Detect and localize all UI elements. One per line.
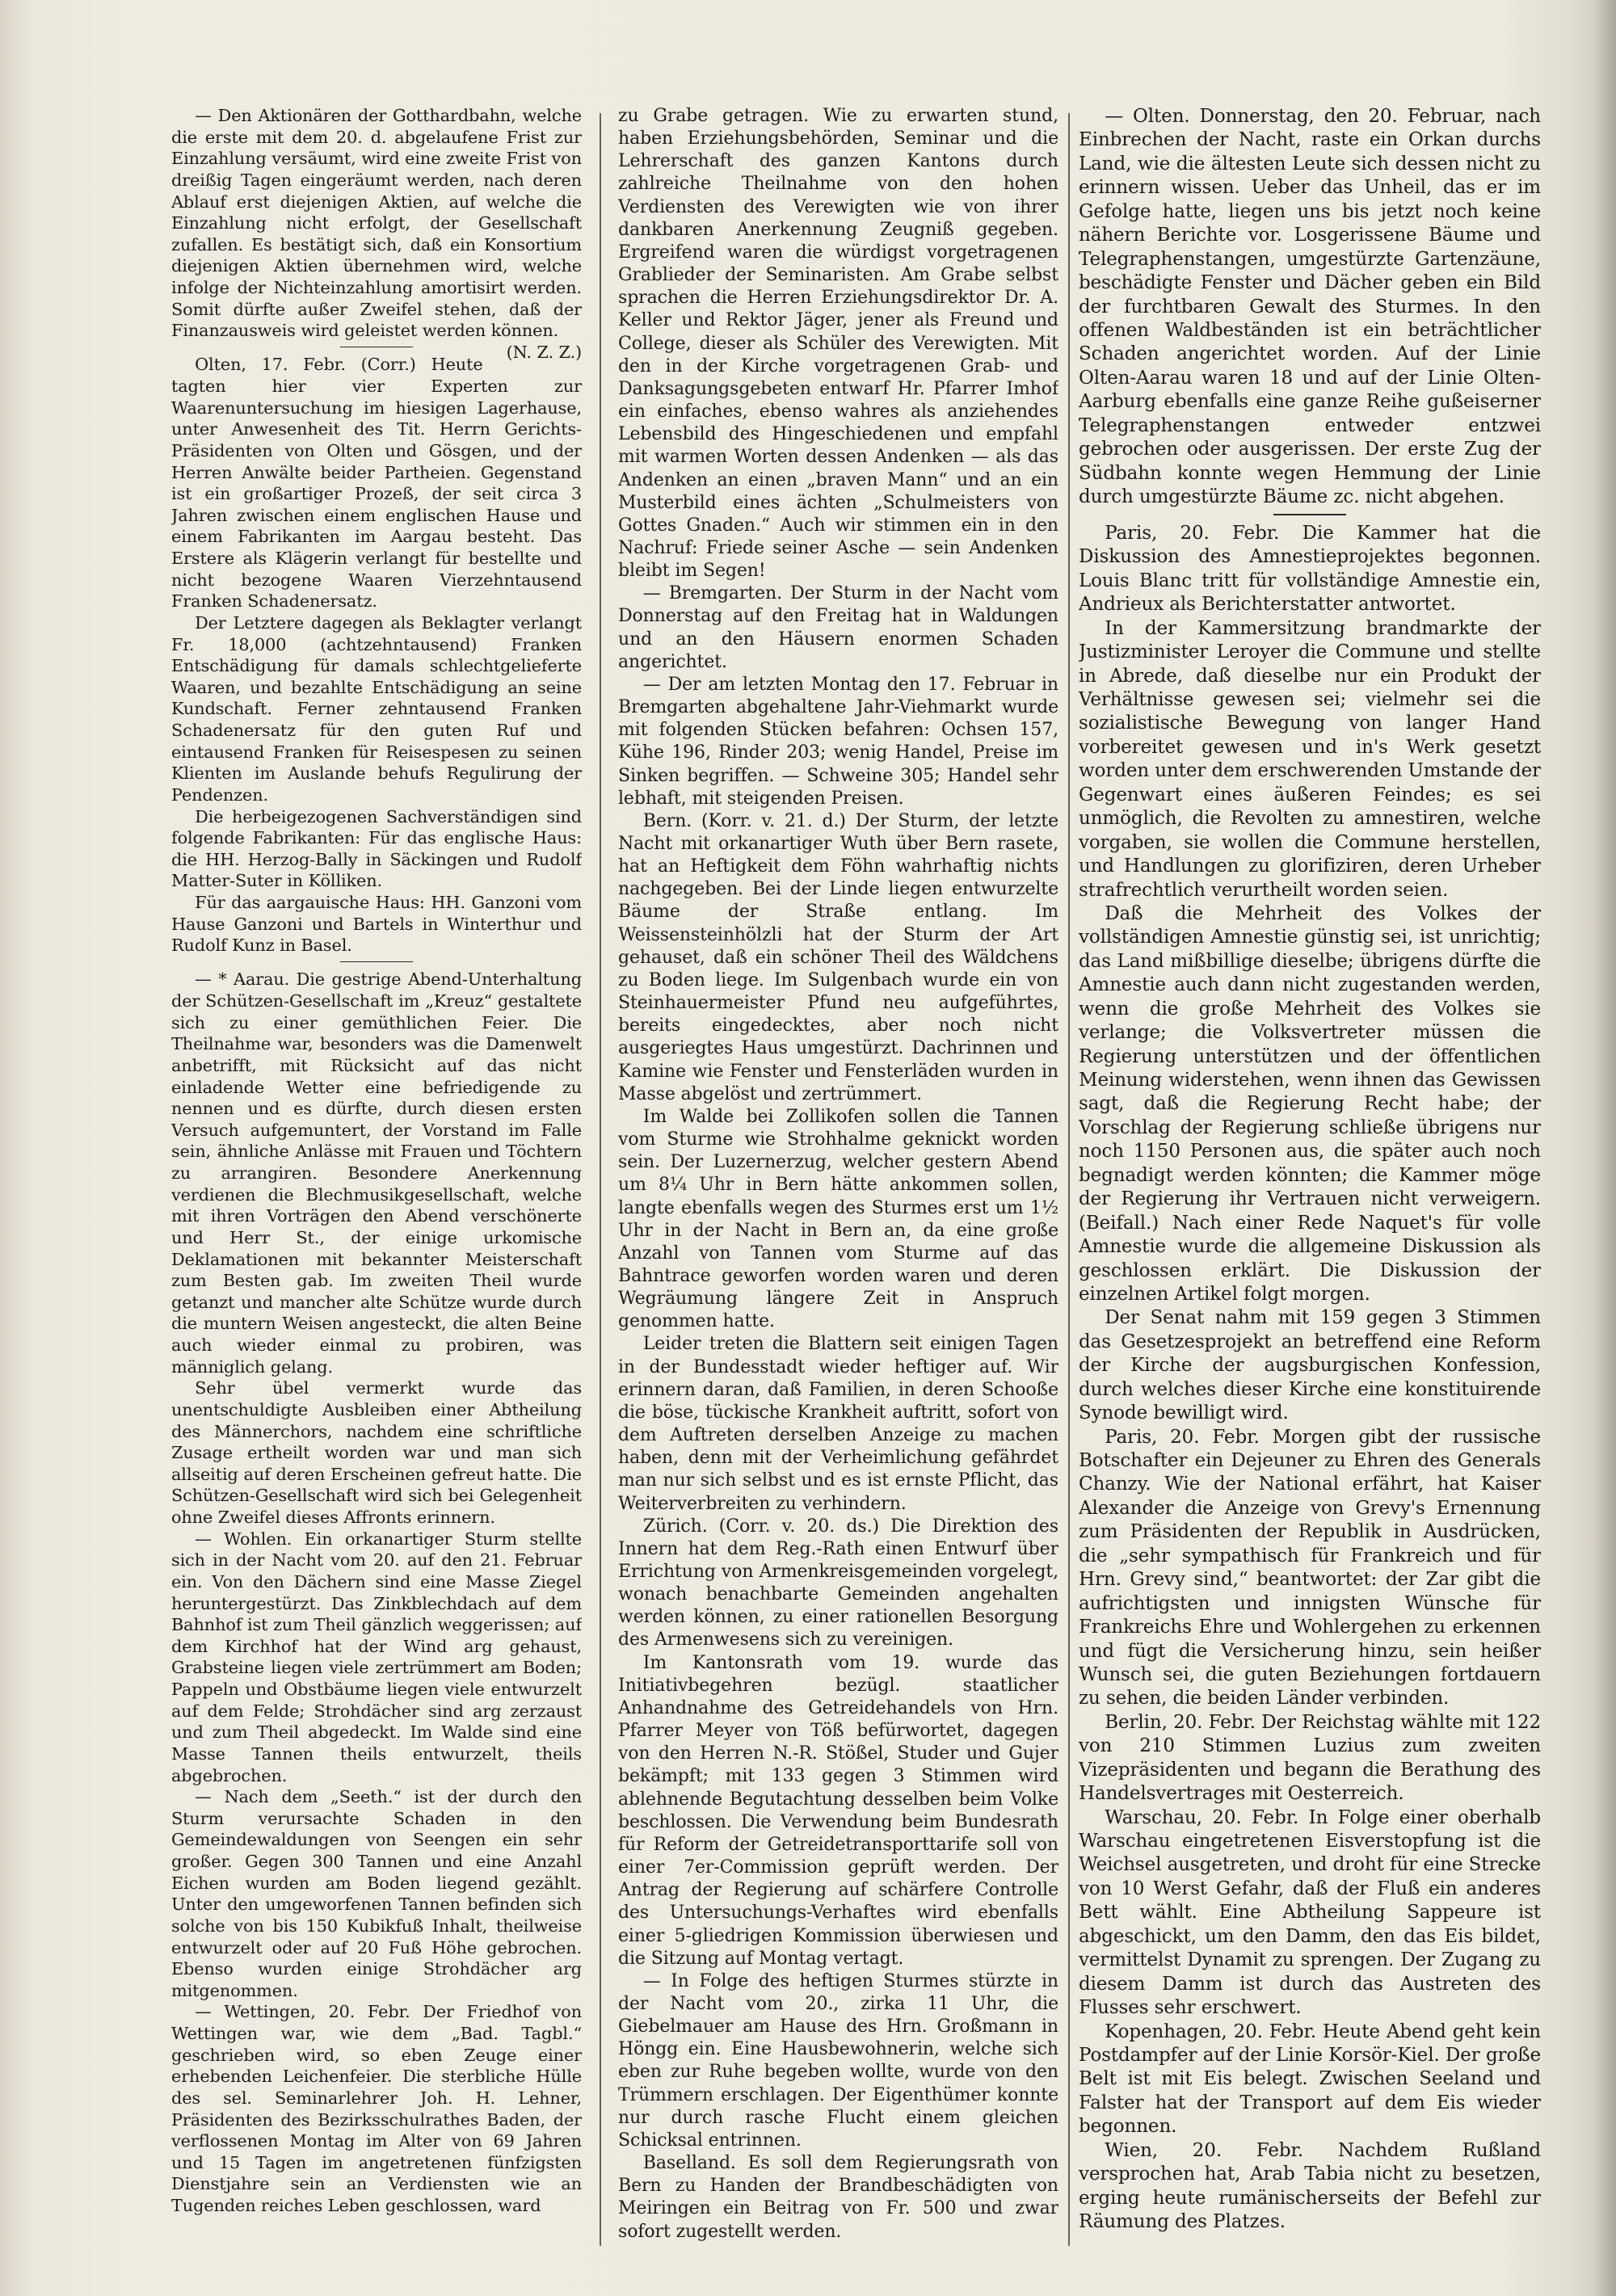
article-separator [340,961,413,963]
article-paragraph [618,674,1058,810]
article-text: Leider treten die Blattern seit einigen Tagen in der Bundesstadt wieder heftiger auf. Wir erinnern daran, daß Familien, in deren Schooße die böse, tückische Krankheit auftritt, sofort von dem Auftreten derselben Anzeige zu machen haben, denn mit der Verheimlichung gefährdet man nur sich selbst und es ist ernste Pflicht, das Weiterverbreiten zu verhindern. [618,1334,1058,1514]
article-text: Kopenhagen, 20. Febr. Heute Abend geht kein Postdampfer auf der Linie Korsör-Kiel. Der große Belt ist mit Eis belegt. Zwischen Seeland und Falster hat der Transport auf dem Eis wieder begonnen. [1079,2021,1541,2138]
article-text: — Olten. Donnerstag, den 20. Februar, nach Einbrechen der Nacht, raste ein Orkan durchs Land, wie die ältesten Leute sich dessen nicht zu erinnern wissen. Ueber das Unheil, das er im Gefolge hatte, liegen uns bis jetzt noch keine nähern Berichte vor. Losgerissene Bäume und Telegraphenstangen, umgestürzte Gartenzäune, beschädigte Fenster und Dächer geben ein Bild der furchtbaren Gewalt des Sturmes. In den offenen Waldbeständen ist ein beträchtlicher Schaden angerichtet worden. Auf der Linie Olten-Aarau waren 18 und auf der Linie Olten-Aarburg ebenfalls eine ganze Reihe gußeiserner Telegraphenstangen entweder entzwei gebrochen oder ausgerissen. Der erste Zug der Südbahn konnte wegen Hemmung der Linie durch umgestürzte Bäume zc. nicht abgehen. [1079,106,1541,507]
article-text: Paris, 20. Febr. Morgen gibt der russische Botschafter ein Dejeuner zu Ehren des Generals Chanzy. Wie der National erfährt, hat Kaiser Alexander die Anzeige von Grevy's Ernennung zum Präsidenten der Republik in Ausdrücken, die „sehr sympathisch für Frankreich und für Hrn. Grevy sind,“ beantwortet: der Zar gibt die aufrichtigsten und innigsten Wünsche für Frankreichs Ehre und Wohlergehen zu erkennen und fügt die Versicherung hinzu, sein heißer Wunsch sei, die guten Beziehungen fortdauern zu sehen, die beiden Länder verbinden. [1079,1426,1541,1709]
article-paragraph [618,1516,1058,1652]
article-paragraph [171,1786,582,2001]
article-text: Bern. (Korr. v. 21. d.) Der Sturm, der letzte Nacht mit orkanartiger Wuth über Bern rasete, hat an Heftigkeit dem Föhn wahrhaftig nichts nachgegeben. Bei der Linde liegen entwurzelte Bäume der Straße entlang. Im Weissensteinhölzli hat der Sturm der Art gehauset, daß ein schöner Theil des Wäldchens zu Boden liege. Im Sulgenbach wurde ein von Steinhauermeister Pfund neu aufgeführtes, bereits eingedecktes, aber noch nicht ausgeriegtes Haus umgestürzt. Dachrinnen und Kamine wie Fenster und Fensterläden wurden in Masse abgelöst und zertrümmert. [618,810,1058,1104]
article-text: — Bremgarten. Der Sturm in der Nacht vom Donnerstag auf den Freitag hat in Waldungen und an den Häusern enormen Schaden angerichtet. [618,583,1058,672]
column-3 [1079,105,1541,2246]
article-paragraph [1079,617,1541,902]
article-text: — Nach dem „Seeth.“ ist der durch den Sturm verursachte Schaden in den Gemeindewaldungen von Seengen ein sehr großer. Gegen 300 Tannen und eine Anzahl Eichen wurden am Boden liegend gezählt. Unter den umgeworfenen Tannen befinden sich solche von bis 150 Kubikfuß Inhalt, theilweise entwurzelt oder auf 20 Fuß Höhe gebrochen. Ebenso wurden einige Strohdächer arg mitgenommen. [171,1787,582,2000]
article-paragraph [618,582,1058,674]
article-text: Für das aargauische Haus: HH. Ganzoni vom Hause Ganzoni und Bartels in Winterthur und Rudolf Kunz in Basel. [171,893,582,956]
article-paragraph [618,1652,1058,1970]
article-paragraph [1079,105,1541,509]
article-text: — Den Aktionären der Gotthardbahn, welche die erste mit dem 20. d. abgelaufene Frist zur Einzahlung versäumt, wird eine zweite Frist von dreißig Tagen eingeräumt werden, nach deren Ablauf erst diejenigen Aktien, auf welche die Einzahlung nicht erfolgt, der Gesellschaft zufallen. Es bestätigt sich, daß ein Konsortium diejenigen Aktien übernehmen wird, welche infolge der Nichteinzahlung amortisirt werden. Somit dürfte außer Zweifel stehen, daß der Finanzausweis wird geleistet werden können. [171,106,582,341]
article-text: Baselland. Es soll dem Regierungsrath von Bern zu Handen der Brandbeschädigten von Meiringen ein Beitrag von Fr. 500 und zwar sofort zugestellt werden. [618,2153,1058,2242]
article-text: — * Aarau. Die gestrige Abend-Unterhaltung der Schützen-Gesellschaft im „Kreuz“ gestaltete sich zu einer gemüthlichen Feier. Die Theilnahme war, besonders was die Damenwelt anbetrifft, mit Rücksicht auf das nicht einladende Wetter eine befriedigende zu nennen und es dürfte, durch diesen ersten Versuch aufgemuntert, der Vorstand im Falle sein, ähnliche Anlässe mit Frauen und Töchtern zu arrangiren. Besondere Anerkennung verdienen die Blechmusikgesellschaft, welche mit ihren Vorträgen den Abend verschönerte und Herr St., der einige urkomische Deklamationen mit bekannter Meisterschaft zum Besten gab. Im zweiten Theil wurde getanzt und mancher alte Schütze wurde durch die muntern Weisen angesteckt, die alten Beine auch wieder einmal zu probiren, was männiglich gelang. [171,969,582,1377]
article-separator [1273,514,1346,515]
article-text: zu Grabe getragen. Wie zu erwarten stund, haben Erziehungsbehörden, Seminar und die Lehrerschaft des ganzen Kantons durch zahlreiche Theilnahme von den hohen Verdiensten des Verewigten wie von ihrer dankbaren Anerkennung Zeugniß gegeben. Ergreifend waren die würdigst vorgetragenen Grablieder der Seminaristen. Am Grabe selbst sprachen die Herren Erziehungsdirektor Dr. A. Keller und Rektor Jäger, jener als Freund und College, dieser als Schüler des Verewigten. Mit den in der Kirche vorgetragenen Grab- und Danksagungsgebeten entwarf Hr. Pfarrer Imhof ein einfaches, ebenso wahres als anziehendes Lebensbild des Hingeschiedenen und empfahl mit warmen Worten dessen Andenken — als das Andenken an einen „braven Mann“ und an ein Musterbild eines ächten „Schulmeisters von Gottes Gnaden.“ Auch wir stimmen ein in den Nachruf: Friede seiner Asche — sein Andenken bleibt im Segen! [618,106,1058,582]
article-paragraph [618,1970,1058,2152]
article-paragraph [171,969,582,1377]
article-paragraph [618,1333,1058,1515]
article-separator [340,347,413,348]
article-paragraph [1079,1806,1541,2021]
article-paragraph [1079,1711,1541,1806]
article-text: Der Senat nahm mit 159 gegen 3 Stimmen das Gesetzesprojekt an betreffend eine Reform der Kirche der augsburgischen Konfession, durch welches dieser Kirche eine konstituirende Synode bewilligt wird. [1079,1307,1541,1424]
article-text: In der Kammersitzung brandmarkte der Justizminister Leroyer die Commune und stellte in Abrede, daß dieselbe nur ein Produkt der Verhältnisse gewesen sei; vielmehr sei die sozialistische Bewegung von langer Hand vorbereitet gewesen und in's Werk gesetzt worden unter dem erschwerenden Umstande der Gegenwart eines äußeren Feindes; es sei unmöglich, die Revolten zu amnestiren, welche vorgaben, sie wollen die Commune herstellen, und Handlungen zu glorifiziren, deren Urheber strafrechtlich verurtheilt worden seien. [1079,617,1541,901]
column-rule-2 [1068,113,1070,2246]
article-text: — Wettingen, 20. Febr. Der Friedhof von Wettingen war, wie dem „Bad. Tagbl.“ geschrieben wird, so eben Zeuge einer erhebenden Leichenfeier. Die sterbliche Hülle des sel. Seminarlehrer Joh. H. Lehner, Präsidenten des Bezirksschulrathes Baden, der verflossenen Montag im Alter von 69 Jahren und 15 Tagen im angetretenen fünfzigsten Dienstjahre sein an Verdiensten wie an Tugenden reiches Leben geschlossen, ward [171,2002,582,2215]
article-text: Im Walde bei Zollikofen sollen die Tannen vom Sturme wie Strohhalme geknickt worden sein. Der Luzernerzug, welcher gestern Abend um 8¼ Uhr in Bern hätte ankommen sollen, langte ebenfalls wegen des Sturmes erst um 1½ Uhr in der Nacht in Bern an, da eine große Anzahl von Tannen vom Sturme auf das Bahntrace geworfen worden waren und deren Wegräumung längere Zeit in Anspruch genommen hatte. [618,1106,1058,1332]
article-paragraph [171,892,582,957]
article-paragraph [1079,1306,1541,1425]
article-text: — Der am letzten Montag den 17. Februar in Bremgarten abgehaltene Jahr-Viehmarkt wurde mit folgenden Stücken befahren: Ochsen 157, Kühe 196, Rinder 203; wenig Handel, Preise im Sinken begriffen. — Schweine 305; Handel sehr lebhaft, mit steigenden Preisen. [618,674,1058,809]
article-paragraph [1079,2021,1541,2139]
column-1 [171,105,582,2246]
article-paragraph [171,1377,582,1528]
article-source-signature: (N. Z. Z.) [506,342,582,362]
article-text: Im Kantonsrath vom 19. wurde das Initiativbegehren bezügl. staatlicher Anhandnahme des Getreidehandels von Hrn. Pfarrer Meyer von Töß befürwortet, dagegen von den Herren N.-R. Stößel, Studer und Gujer bekämpft; mit 133 gegen 3 Stimmen wird ablehnende Begutachtung desselben beim Volke beschlossen. Die Verwendung beim Bundesrath für Reform der Getreidetransporttarife soll von einer 7er-Commission geprüft werden. Der Antrag der Regierung auf schärfere Controlle des Untersuchungs-Verhaftes wird ebenfalls einer 5-gliedrigen Kommission überwiesen und die Sitzung auf Montag vertagt. [618,1652,1058,1969]
article-paragraph [1079,902,1541,1306]
article-paragraph [1079,522,1541,617]
article-text: Sehr übel vermerkt wurde das unentschuldigte Ausbleiben einer Abtheilung des Männerchors, nachdem eine schriftliche Zusage ertheilt worden war und man sich allseitig auf deren Erscheinen gefreut hatte. Die Schützen-Gesellschaft wird sich bei Gelegenheit ohne Zweifel dieses Affronts erinnern. [171,1378,582,1527]
article-paragraph [618,810,1058,1106]
article-text: Berlin, 20. Febr. Der Reichstag wählte mit 122 von 210 Stimmen Luzius zum zweiten Vizepräsidenten und begann die Berathung des Handelsvertrages mit Oesterreich. [1079,1711,1541,1805]
article-text: Der Letztere dagegen als Beklagter verlangt Fr. 18,000 (achtzehntausend) Franken Entschädigung für damals schlechtgelieferte Waaren, und bezahlte Entschädigung an seine Kundschaft. Ferner zehntausend Franken Schadenersatz für den guten Ruf und eintausend Franken für Reisespesen zu seinen Klienten im Auslande behufs Regulirung der Pendenzen. [171,612,582,805]
page-edge-shadow [1592,0,1616,2296]
article-paragraph [171,2001,582,2216]
article-paragraph [171,1529,582,1787]
article-paragraph [171,612,582,806]
article-paragraph [171,105,582,362]
article-paragraph [618,1106,1058,1334]
article-text: Paris, 20. Febr. Die Kammer hat die Diskussion des Amnestieprojektes begonnen. Louis Blanc tritt für vollständige Amnestie ein, Andrieux als Berichterstatter antwortet. [1079,522,1541,616]
article-paragraph [1079,2139,1541,2235]
article-paragraph [618,105,1058,582]
article-paragraph [1079,1426,1541,1711]
article-text: — In Folge des heftigen Sturmes stürzte in der Nacht vom 20., zirka 11 Uhr, die Giebelmauer am Hause des Hrn. Großmann in Höngg ein. Eine Hausbewohnerin, welche sich eben zur Ruhe begeben wollte, wurde von den Trümmern erschlagen. Der Eigenthümer konnte nur durch rasche Flucht einem gleichen Schicksal entrinnen. [618,1970,1058,2151]
article-paragraph [618,2152,1058,2243]
article-paragraph [171,354,582,612]
column-2 [618,105,1058,2246]
column-rule-1 [600,113,601,2246]
article-text: Olten, 17. Febr. (Corr.) Heute tagten hier vier Experten zur Waarenuntersuchung im hiesigen Lagerhause, unter Anwesenheit des Tit. Herrn Gerichts-Präsidenten von Olten und Gösgen, und der Herren Anwälte beider Partheien. Gegenstand ist ein großartiger Prozeß, der seit circa 3 Jahren zwischen einem englischen Hause und einem Fabrikanten im Aargau besteht. Das Erstere als Klägerin verlangt für bestellte und nicht bezogene Waaren Vierzehntausend Franken Schadenersatz. [171,355,582,612]
article-text: Wien, 20. Febr. Nachdem Rußland versprochen hat, Arab Tabia nicht zu besetzen, erging heute rumänischerseits der Befehl zur Räumung des Platzes. [1079,2139,1541,2232]
article-text: Daß die Mehrheit des Volkes der vollständigen Amnestie günstig sei, ist unrichtig; das Land mißbillige dieselbe; übrigens dürfte die Amnestie auch dann nicht zugestanden werden, wenn die große Mehrheit des Volkes sie verlange; die Volksvertreter müssen die Regierung unterstützen und der öffentlichen Meinung widerstehen, wenn ihnen das Gewissen sagt, daß die Regierung Recht habe; der Vorschlag der Regierung schließe übrigens nur noch 1150 Personen aus, die später auch noch begnadigt werden könnten; die Kammer möge der Regierung ihr Vertrauen nicht verweigern. (Beifall.) Nach einer Rede Naquet's für volle Amnestie wurde die allgemeine Diskussion als geschlossen erklärt. Die Diskussion der einzelnen Artikel folgt morgen. [1079,902,1541,1305]
article-text: — Wohlen. Ein orkanartiger Sturm stellte sich in der Nacht vom 20. auf den 21. Februar ein. Von den Dächern sind eine Masse Ziegel heruntergestürzt. Das Zinkblechdach auf dem Bahnhof ist zum Theil gänzlich weggerissen; auf dem Kirchhof hat der Wind arg gehaust, Grabsteine liegen viele zertrümmert am Boden; Pappeln und Obstbäume liegen viele entwurzelt auf dem Felde; Strohdächer sind arg zerzaust und zum Theil abgedeckt. Im Walde sind eine Masse Tannen theils entwurzelt, theils abgebrochen. [171,1529,582,1785]
article-text: Warschau, 20. Febr. In Folge einer oberhalb Warschau eingetretenen Eisverstopfung ist die Weichsel ausgetreten, und droht für eine Strecke von 10 Werst Gefahr, daß der Fluß ein anderes Bett wählt. Eine Abtheilung Sappeure ist abgeschickt, um den Damm, den das Eis bildet, vermittelst Dynamit zu sprengen. Der Zugang zu diesem Damm ist durch das Austreten des Flusses sehr erschwert. [1079,1806,1541,2019]
article-text: Zürich. (Corr. v. 20. ds.) Die Direktion des Innern hat dem Reg.-Rath einen Entwurf über Errichtung von Armenkreisgemeinden vorgelegt, wonach benachbarte Gemeinden angehalten werden können, zu einer rationellen Besorgung des Armenwesens sich zu vereinigen. [618,1516,1058,1651]
article-text: Die herbeigezogenen Sachverständigen sind folgende Fabrikanten: Für das englische Haus: die HH. Herzog-Bally in Säckingen und Rudolf Matter-Suter in Kölliken. [171,806,582,891]
article-paragraph [171,806,582,893]
